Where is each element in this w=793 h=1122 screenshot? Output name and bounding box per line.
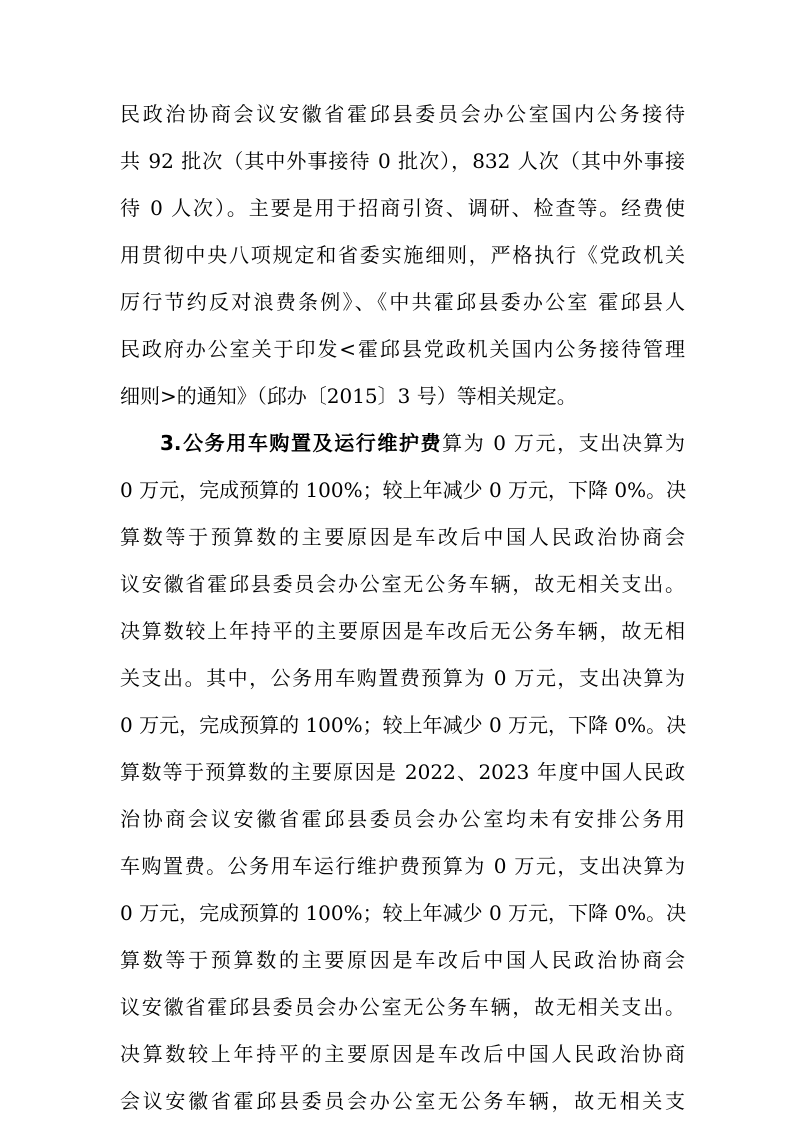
text-line: 关支出。其中，公务用车购置费预算为 0 万元，支出决算为: [120, 666, 685, 690]
text-line: 会议安徽省霍邱县委员会办公室无公务车辆，故无相关支: [120, 1089, 685, 1113]
text-line: 0 万元，完成预算的 100%；较上年减少 0 万元，下降 0%。决: [120, 478, 687, 502]
text-line: 算数等于预算数的主要原因是 2022、2023 年度中国人民政: [120, 760, 685, 784]
text-line: 算数等于预算数的主要原因是车改后中国人民政治协商会: [120, 525, 685, 549]
text-line: 议安徽省霍邱县委员会办公室无公务车辆，故无相关支出。: [120, 995, 685, 1019]
text-line: 0 万元，完成预算的 100%；较上年减少 0 万元，下降 0%。决: [120, 713, 687, 737]
text-line: 议安徽省霍邱县委员会办公室无公务车辆，故无相关支出。: [120, 572, 685, 596]
text-line: 待 0 人次）。主要是用于招商引资、调研、检查等。经费使: [120, 196, 685, 220]
text-line: 共 92 批次（其中外事接待 0 批次），832 人次（其中外事接: [120, 149, 685, 173]
text-line: 算数等于预算数的主要原因是车改后中国人民政治协商会: [120, 948, 685, 972]
paragraph-first-line: [160, 428, 685, 458]
text-line: 0 万元，完成预算的 100%；较上年减少 0 万元，下降 0%。决: [120, 901, 687, 925]
text-line: 用贯彻中央八项规定和省委实施细则，严格执行《党政机关: [120, 243, 685, 267]
text-segment: 算为 0 万元，支出决算为: [442, 431, 685, 455]
text-line: 民政府办公室关于印发<霍邱县党政机关国内公务接待管理: [120, 337, 685, 361]
text-line: 车购置费。公务用车运行维护费预算为 0 万元，支出决算为: [120, 854, 685, 878]
text-line: 治协商会议安徽省霍邱县委员会办公室均未有安排公务用: [120, 807, 685, 831]
text-line: 决算数较上年持平的主要原因是车改后中国人民政治协商: [120, 1042, 685, 1066]
text-line: 厉行节约反对浪费条例》、《中共霍邱县委办公室 霍邱县人: [120, 290, 685, 314]
text-line: 细则>的通知》（邱办〔2015〕3 号）等相关规定。: [120, 384, 577, 408]
text-line: 决算数较上年持平的主要原因是车改后无公务车辆，故无相: [120, 619, 685, 643]
section-heading: 3.公务用车购置及运行维护费: [160, 431, 443, 455]
text-line: 民政治协商会议安徽省霍邱县委员会办公室国内公务接待: [120, 102, 685, 126]
